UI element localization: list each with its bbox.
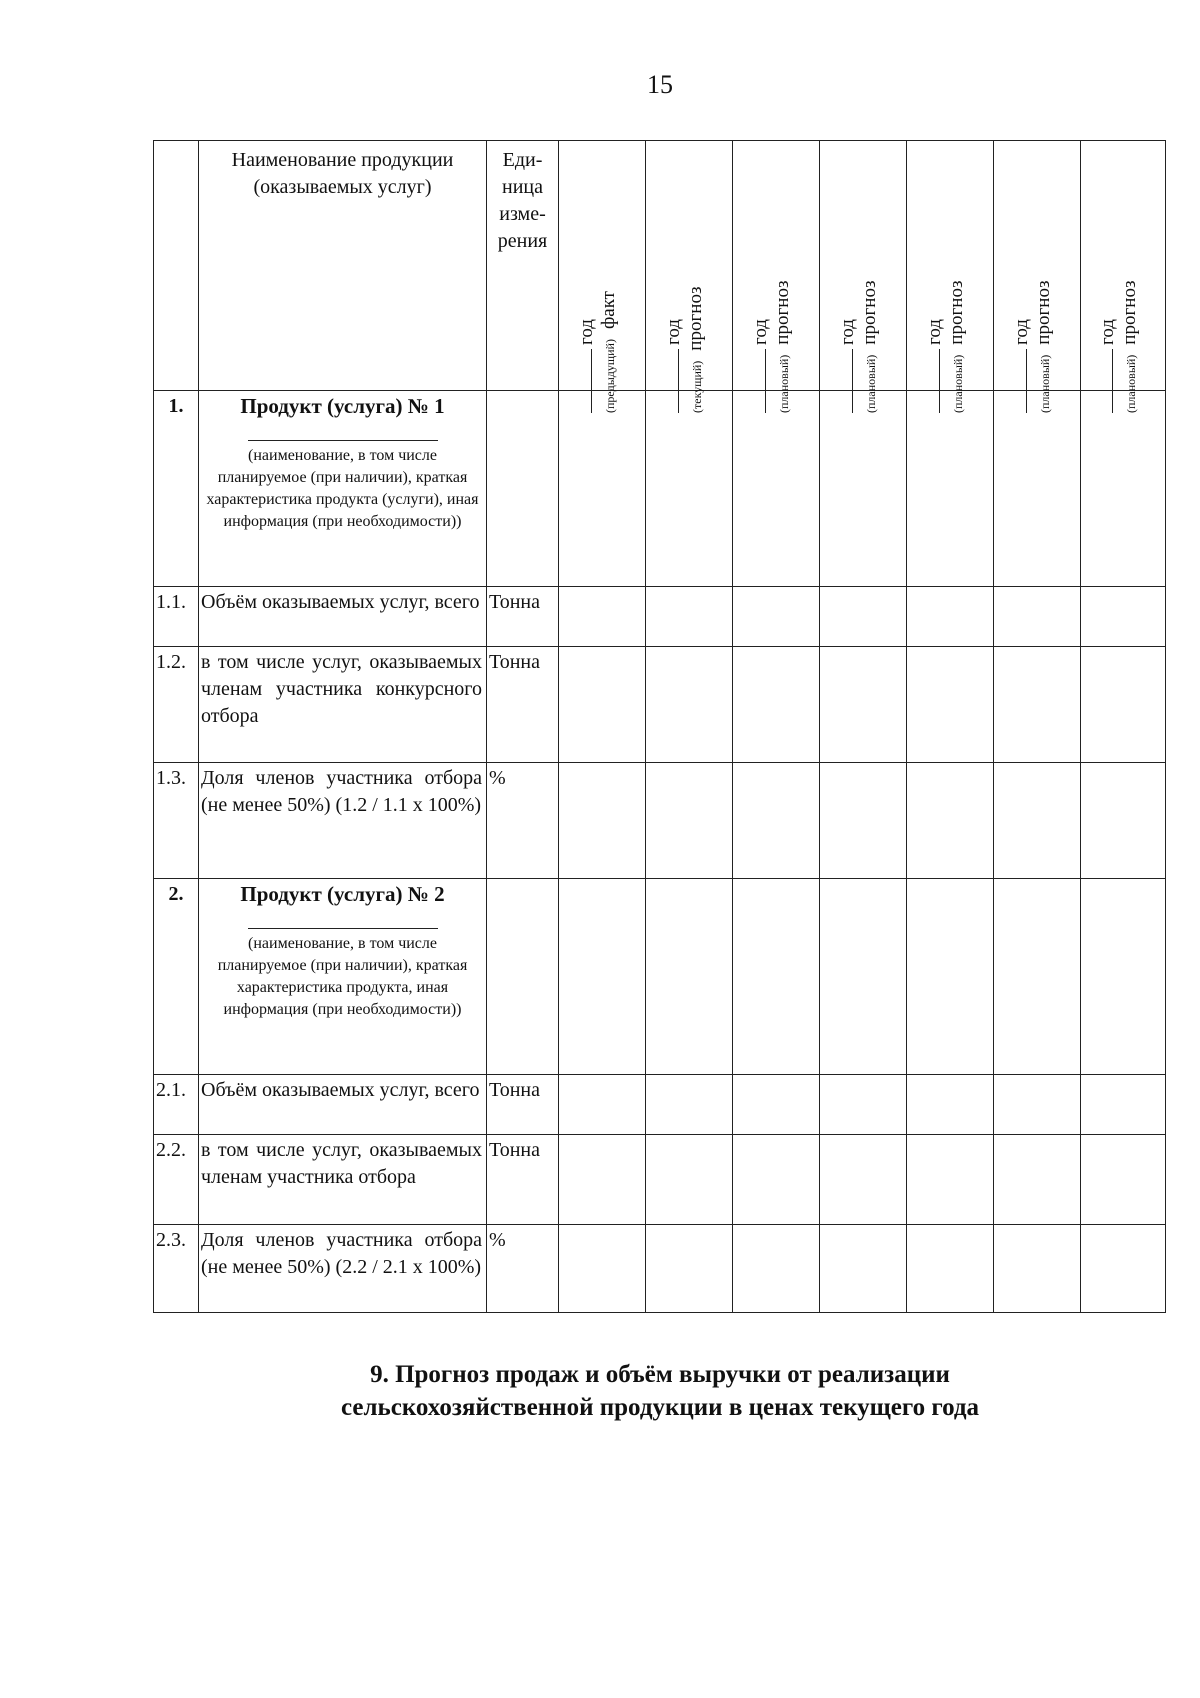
table-row bbox=[154, 1135, 1166, 1225]
year-type-label: прогноз bbox=[1033, 280, 1054, 345]
product-2-row bbox=[154, 879, 1166, 1075]
row-num: 1.2. bbox=[154, 647, 199, 763]
row-unit: Тонна bbox=[487, 647, 559, 763]
page-number: 15 bbox=[647, 70, 673, 99]
year-type-label: прогноз bbox=[946, 280, 967, 345]
row-unit: Тонна bbox=[487, 587, 559, 647]
row-desc: Доля членов участника отбора (не менее 50%) (1.2 / 1.1 x 100%) bbox=[199, 763, 487, 879]
year-type-label: прогноз bbox=[685, 286, 706, 351]
year-sub-label: (плановый) bbox=[1038, 354, 1052, 413]
year-label: год bbox=[663, 319, 684, 345]
header-year-col-6 bbox=[994, 141, 1081, 413]
year-type-label: прогноз bbox=[772, 280, 793, 345]
product-1-cell bbox=[199, 391, 487, 587]
header-year-col-1 bbox=[559, 141, 646, 413]
product-2-note: (наименование, в том числе планируемое (при наличии), краткая характеристика продукта, иная информация (при необходимости)) bbox=[217, 935, 468, 1018]
year-label: год bbox=[837, 319, 858, 345]
table-row bbox=[154, 587, 1166, 647]
row-desc: Доля членов участника отбора (не менее 50%) (2.2 / 2.1 x 100%) bbox=[199, 1225, 487, 1313]
table-row bbox=[154, 1225, 1166, 1313]
row-desc: в том числе услуг, оказываемых членам участника отбора bbox=[199, 1135, 487, 1225]
year-label: год bbox=[750, 319, 771, 345]
header-year-col-7 bbox=[1081, 141, 1166, 413]
year-sub-label: (плановый) bbox=[864, 354, 878, 413]
year-label: год bbox=[1011, 319, 1032, 345]
year-type-label: прогноз bbox=[859, 280, 880, 345]
year-label: год bbox=[576, 319, 597, 345]
product-2-num: 2. bbox=[154, 879, 199, 1075]
header-year-col-5 bbox=[907, 141, 994, 413]
header-unit: Еди- ница изме- рения bbox=[487, 141, 559, 391]
section-title-line-1: 9. Прогноз продаж и объём выручки от реализации bbox=[370, 1361, 950, 1388]
header-year-col-3 bbox=[733, 141, 820, 413]
product-1-note: (наименование, в том числе планируемое (при наличии), краткая характеристика продукта (услуги), иная информация (при необходимости)) bbox=[206, 447, 479, 530]
table-row bbox=[154, 1075, 1166, 1135]
header-year-col-4 bbox=[820, 141, 907, 413]
row-num: 1.3. bbox=[154, 763, 199, 879]
product-1-num: 1. bbox=[154, 391, 199, 587]
row-desc: Объём оказываемых услуг, всего bbox=[199, 1075, 487, 1135]
header-name: Наименование продукции (оказываемых услуг) bbox=[199, 141, 487, 391]
section-title bbox=[0, 1358, 1200, 1424]
year-sub-label: (плановый) bbox=[777, 354, 791, 413]
production-table bbox=[153, 140, 1166, 1313]
row-unit: % bbox=[487, 763, 559, 879]
row-num: 1.1. bbox=[154, 587, 199, 647]
table-row bbox=[154, 763, 1166, 879]
table-row bbox=[154, 647, 1166, 763]
row-num: 2.1. bbox=[154, 1075, 199, 1135]
product-1-blank-line bbox=[248, 428, 438, 441]
year-sub-label: (текущий) bbox=[690, 360, 704, 413]
product-2-blank-line bbox=[248, 916, 438, 929]
product-2-title: Продукт (услуга) № 2 bbox=[240, 882, 445, 906]
product-1-title: Продукт (услуга) № 1 bbox=[240, 394, 445, 418]
page-number-wrap bbox=[0, 70, 1200, 100]
section-title-line-2: сельскохозяйственной продукции в ценах текущего года bbox=[340, 1394, 980, 1421]
row-unit: Тонна bbox=[487, 1135, 559, 1225]
year-sub-label: (предыдущий) bbox=[603, 339, 617, 413]
year-sub-label: (плановый) bbox=[1124, 354, 1138, 413]
row-desc: в том числе услуг, оказываемых членам участника конкурсного отбора bbox=[199, 647, 487, 763]
year-type-label: прогноз bbox=[1119, 280, 1140, 345]
product-1-row bbox=[154, 391, 1166, 587]
row-unit: Тонна bbox=[487, 1075, 559, 1135]
table-header-row bbox=[154, 141, 1166, 391]
row-num: 2.3. bbox=[154, 1225, 199, 1313]
row-num: 2.2. bbox=[154, 1135, 199, 1225]
row-unit: % bbox=[487, 1225, 559, 1313]
year-label: год bbox=[924, 319, 945, 345]
product-2-cell bbox=[199, 879, 487, 1075]
year-sub-label: (плановый) bbox=[951, 354, 965, 413]
row-desc: Объём оказываемых услуг, всего bbox=[199, 587, 487, 647]
year-type-label: факт bbox=[598, 291, 619, 330]
header-num-cell bbox=[154, 141, 199, 391]
year-label: год bbox=[1097, 319, 1118, 345]
header-year-col-2 bbox=[646, 141, 733, 413]
